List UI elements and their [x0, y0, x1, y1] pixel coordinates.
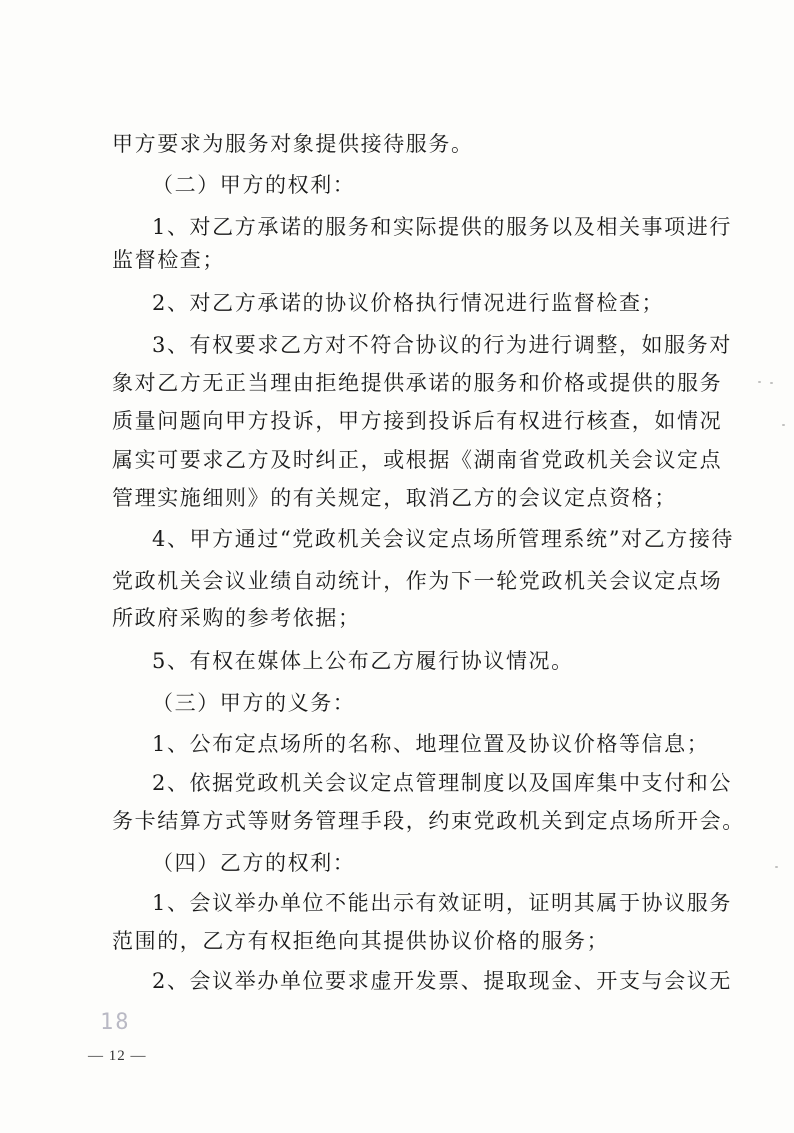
section-heading-rights-party-b: （四）乙方的权利： [152, 851, 356, 875]
body-text-line: 2、对乙方承诺的协议价格执行情况进行监督检查； [152, 291, 665, 315]
body-text-line: 所政府采购的参考依据； [112, 606, 361, 630]
scan-speck [775, 866, 778, 868]
section-heading-obligations-party-a: （三）甲方的义务： [152, 691, 356, 715]
body-text-line: 5、有权在媒体上公布乙方履行协议情况。 [152, 649, 574, 673]
section-heading-rights-party-a: （二）甲方的权利： [152, 173, 356, 197]
stamped-sheet-number: 18 [100, 1010, 131, 1035]
body-text-line: 2、会议举办单位要求虚开发票、提取现金、开支与会议无 [152, 969, 732, 993]
body-text-line: 党政机关会议业绩自动统计，作为下一轮党政机关会议定点场 [112, 569, 723, 593]
body-text-line: 象对乙方无正当理由拒绝提供承诺的服务和价格或提供的服务 [112, 371, 723, 395]
scan-speck [758, 381, 761, 383]
body-text-line: 1、会议举办单位不能出示有效证明，证明其属于协议服务 [152, 891, 732, 915]
body-text-line: 1、公布定点场所的名称、地理位置及协议价格等信息； [152, 732, 710, 756]
page-number: — 12 — [88, 1048, 147, 1064]
scan-speck [782, 424, 785, 426]
scan-speck [770, 382, 773, 384]
body-text-line: 2、依据党政机关会议定点管理制度以及国库集中支付和公 [152, 771, 732, 795]
body-text-line: 1、对乙方承诺的服务和实际提供的服务以及相关事项进行 [152, 215, 732, 239]
body-text-line: 3、有权要求乙方对不符合协议的行为进行调整，如服务对 [152, 333, 732, 357]
body-text-line: 甲方要求为服务对象提供接待服务。 [112, 132, 474, 156]
body-text-line: 质量问题向甲方投诉，甲方接到投诉后有权进行核查，如情况 [112, 409, 723, 433]
body-text-line: 属实可要求乙方及时纠正，或根据《湖南省党政机关会议定点 [112, 448, 723, 472]
body-text-line: 范围的，乙方有权拒绝向其提供协议价格的服务； [112, 929, 610, 953]
body-text-line: 监督检查； [112, 248, 225, 272]
body-text-line: 4、甲方通过“党政机关会议定点场所管理系统”对乙方接待 [152, 527, 735, 551]
body-text-line: 管理实施细则》的有关规定，取消乙方的会议定点资格； [112, 486, 677, 510]
body-text-line: 务卡结算方式等财务管理手段，约束党政机关到定点场所开会。 [112, 809, 745, 833]
